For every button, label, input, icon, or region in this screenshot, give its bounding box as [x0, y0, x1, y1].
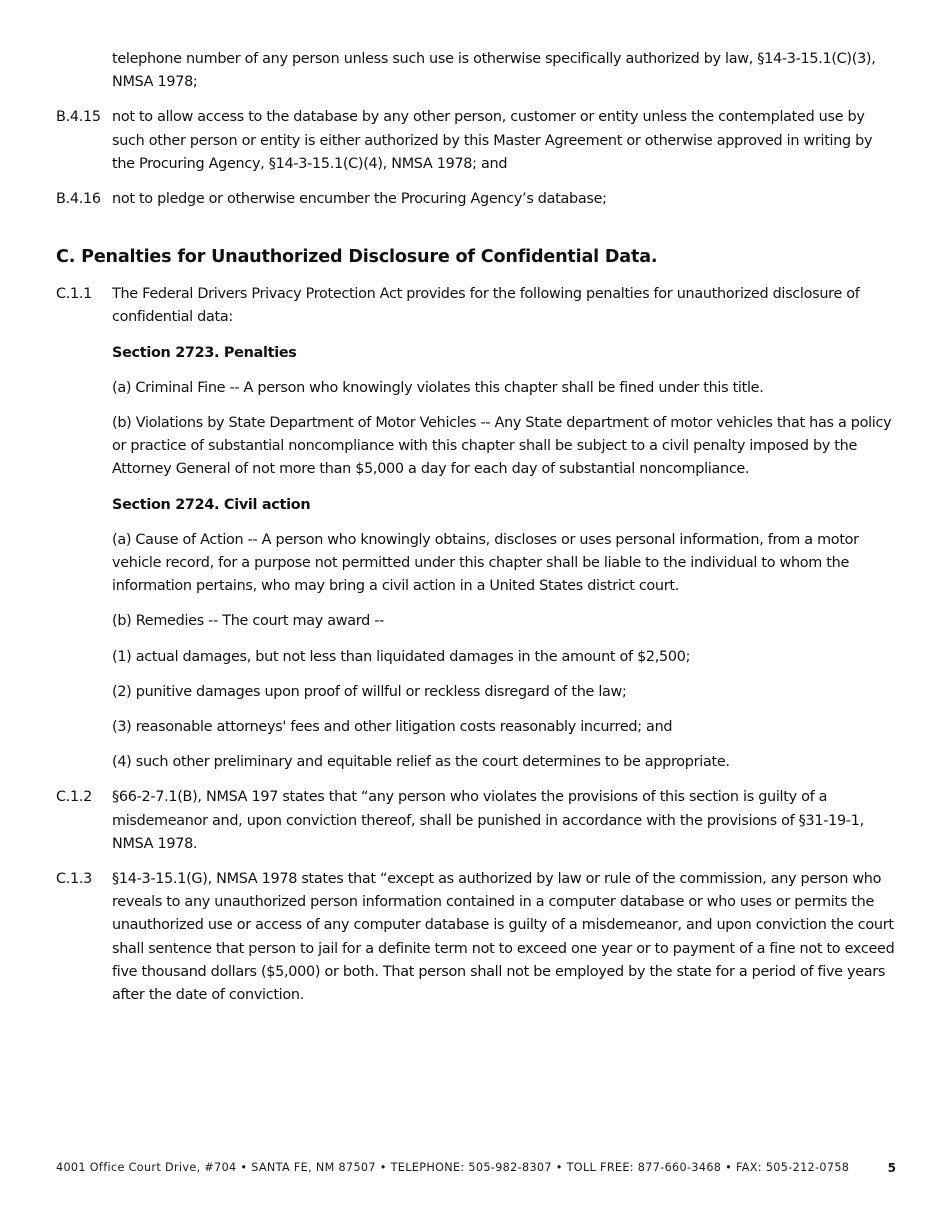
- remedy-item: (2) punitive damages upon proof of willful or reckless disregard of the law;: [112, 683, 627, 700]
- section-2723-paragraph-a: (a) Criminal Fine -- A person who knowingly violates this chapter shall be fined under this title.: [112, 379, 764, 396]
- section-2723-title: Section 2723. Penalties: [112, 344, 297, 361]
- remedy-item: (4) such other preliminary and equitable relief as the court determines to be appropriate.: [112, 754, 730, 771]
- section-2724-title: Section 2724. Civil action: [112, 496, 311, 513]
- clause-b-4-15: [56, 106, 896, 176]
- clause-number: C.1.3: [56, 871, 93, 888]
- clause-c-1-1: [56, 283, 896, 329]
- continued-paragraph: telephone number of any person unless such use is otherwise specifically authorized by law, §14-3-15.1(C)(3), NMSA 1978;: [112, 51, 876, 91]
- footer-address: 4001 Office Court Drive, #704 • SANTA FE, NM 87507 • TELEPHONE: 505-982-8307 • TOLL FREE: 877-660-3468 • FAX: 505-212-0758: [56, 1161, 850, 1174]
- clause-number: C.1.1: [56, 286, 93, 303]
- remedy-item: (1) actual damages, but not less than liquidated damages in the amount of $2,500;: [112, 648, 691, 665]
- clause-number: B.4.16: [56, 191, 101, 208]
- clause-text: The Federal Drivers Privacy Protection Act provides for the following penalties for unauthorized disclosure of confidential data:: [112, 286, 860, 326]
- clause-c-1-2: [56, 786, 896, 856]
- section-2724-paragraph-b: (b) Remedies -- The court may award --: [112, 613, 385, 630]
- page-number: 5: [887, 1161, 896, 1175]
- clause-number: B.4.15: [56, 109, 101, 126]
- section-2724-paragraph-a: (a) Cause of Action -- A person who knowingly obtains, discloses or uses personal information, from a motor vehicle record, for a purpose not permitted under this chapter shall be liable to the individual to whom the information pertains, who may bring a civil action in a United States district court.: [112, 531, 859, 595]
- clause-number: C.1.2: [56, 789, 93, 806]
- section-c-heading: C. Penalties for Unauthorized Disclosure of Confidential Data.: [56, 247, 658, 268]
- clause-text: §14-3-15.1(G), NMSA 1978 states that “except as authorized by law or rule of the commission, any person who reveals to any unauthorized person information contained in a computer database or who uses or permits the unauthorized use or access of any computer database is guilty of a misdemeanor, and upon conviction the court shall sentence that person to jail for a definite term not to exceed one year or to payment of a fine not to exceed five thousand dollars ($5,000) or both. That person shall not be employed by the state for a period of five years after the date of conviction.: [112, 871, 895, 1004]
- clause-c-1-3: [56, 868, 896, 1007]
- document-page: [56, 48, 896, 1019]
- clause-b-4-16: [56, 188, 896, 211]
- remedy-item: (3) reasonable attorneys' fees and other litigation costs reasonably incurred; and: [112, 719, 673, 736]
- clause-text: not to pledge or otherwise encumber the Procuring Agency’s database;: [112, 191, 607, 208]
- clause-text: §66-2-7.1(B), NMSA 197 states that “any person who violates the provisions of this section is guilty of a misdemeanor and, upon conviction thereof, shall be punished in accordance with the provisions of §31-19-1, NMSA 1978.: [112, 789, 864, 852]
- page-footer: [56, 1160, 896, 1176]
- section-2723-paragraph-b: (b) Violations by State Department of Motor Vehicles -- Any State department of motor vehicles that has a policy or practice of substantial noncompliance with this chapter shall be subject to a civil penalty imposed by the Attorney General of not more than $5,000 a day for each day of substantial noncompliance.: [112, 415, 892, 478]
- clause-text: not to allow access to the database by any other person, customer or entity unless the contemplated use by such other person or entity is either authorized by this Master Agreement or otherwise approved in writing by the Procuring Agency, §14-3-15.1(C)(4), NMSA 1978; and: [112, 109, 873, 172]
